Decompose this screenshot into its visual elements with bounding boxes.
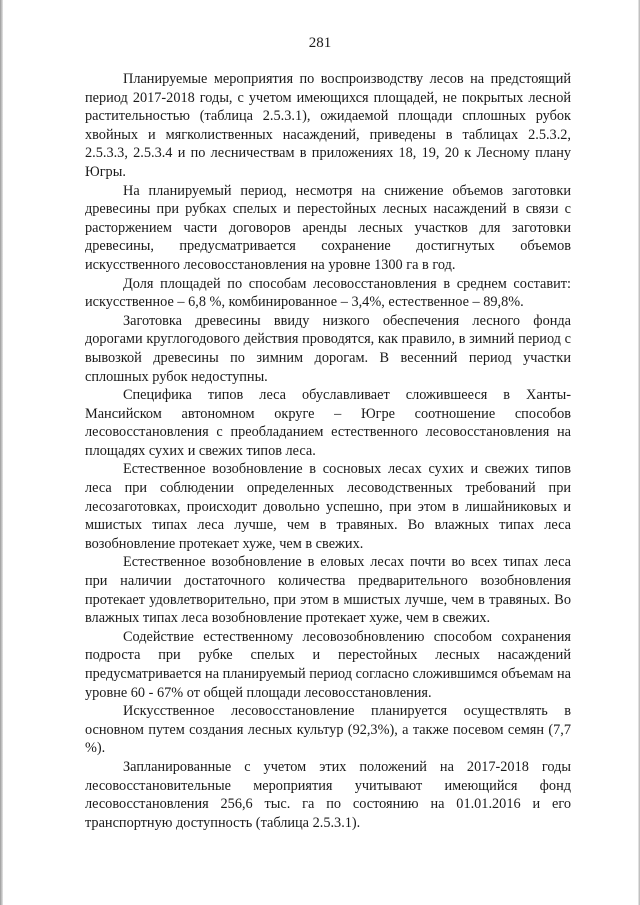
paragraph: Естественное возобновление в сосновых лесах сухих и свежих типов леса при соблюдении определенных лесоводственных требований при лесозаготовках, происходит довольно успешно, при этом в лишайниковых и мшистых типах леса лучше, чем в травяных. Во влажных типах леса возобновление протекает хуже, чем в свежих.	[85, 461, 571, 552]
paragraph: Доля площадей по способам лесовосстановления в среднем составит: искусственное – 6,8 %, комбинированное – 3,4%, естественное – 89,8%.	[85, 275, 571, 311]
page-number: 281	[308, 35, 332, 51]
paragraph: Содействие естественному лесовозобновлению способом сохранения подроста при рубке спелых и перестойных лесных насаждений предусматривается на планируемый период согласно сложившимся объемам на уровне 60 - 67% от общей площади лесовосстановления.	[85, 628, 571, 701]
paragraph: Запланированные с учетом этих положений на 2017-2018 годы лесовосстановительные мероприятия учитывают имеющийся фонд лесовосстановления 256,6 тыс. га по состоянию на 01.01.2016 и его транспортную доступность (таблица 2.5.3.1).	[85, 758, 571, 831]
paragraph: Естественное возобновление в еловых лесах почти во всех типах леса при наличии достаточного количества предварительного возобновления протекает удовлетворительно, при этом в мшистых лучше, чем в травяных. Во влажных типах леса возобновление протекает хуже, чем в свежих.	[85, 554, 571, 627]
paragraph: Искусственное лесовосстановление планируется осуществлять в основном путем создания лесных культур (92,3%), а также посевом семян (7,7 %).	[85, 703, 571, 757]
paragraph: Специфика типов леса обуславливает сложившееся в Ханты-Мансийском автономном округе – Югре соотношение способов лесовосстановления с преобладанием естественного лесовосстановления на площадях сухих и свежих типов леса.	[85, 387, 571, 459]
document-body	[85, 70, 571, 832]
paragraph: На планируемый период, несмотря на снижение объемов заготовки древесины при рубках спелых и перестойных лесных насаждений в связи с расторжением части договоров аренды лесных участков для заготовки древесины, предусматривается сохранение достигнутых объемов искусственного лесовосстановления на уровне 1300 га в год.	[85, 182, 571, 273]
scan-edge-left	[0, 0, 3, 905]
paragraph: Заготовка древесины ввиду низкого обеспечения лесного фонда дорогами круглогодового действия проводятся, как правило, в зимний период с вывозкой древесины по зимним дорогам. В весенний период участки сплошных рубок недоступны.	[85, 312, 571, 385]
paragraph: Планируемые мероприятия по воспроизводству лесов на предстоящий период 2017-2018 годы, с учетом имеющихся площадей, не покрытых лесной растительностью (таблица 2.5.3.1), ожидаемой площади сплошных рубок хвойных и мягколиственных насаждений, приведены в таблицах 2.5.3.2, 2.5.3.3, 2.5.3.4 и по лесничествам в приложениях 18, 19, 20 к Лесному плану Югры.	[85, 71, 571, 180]
